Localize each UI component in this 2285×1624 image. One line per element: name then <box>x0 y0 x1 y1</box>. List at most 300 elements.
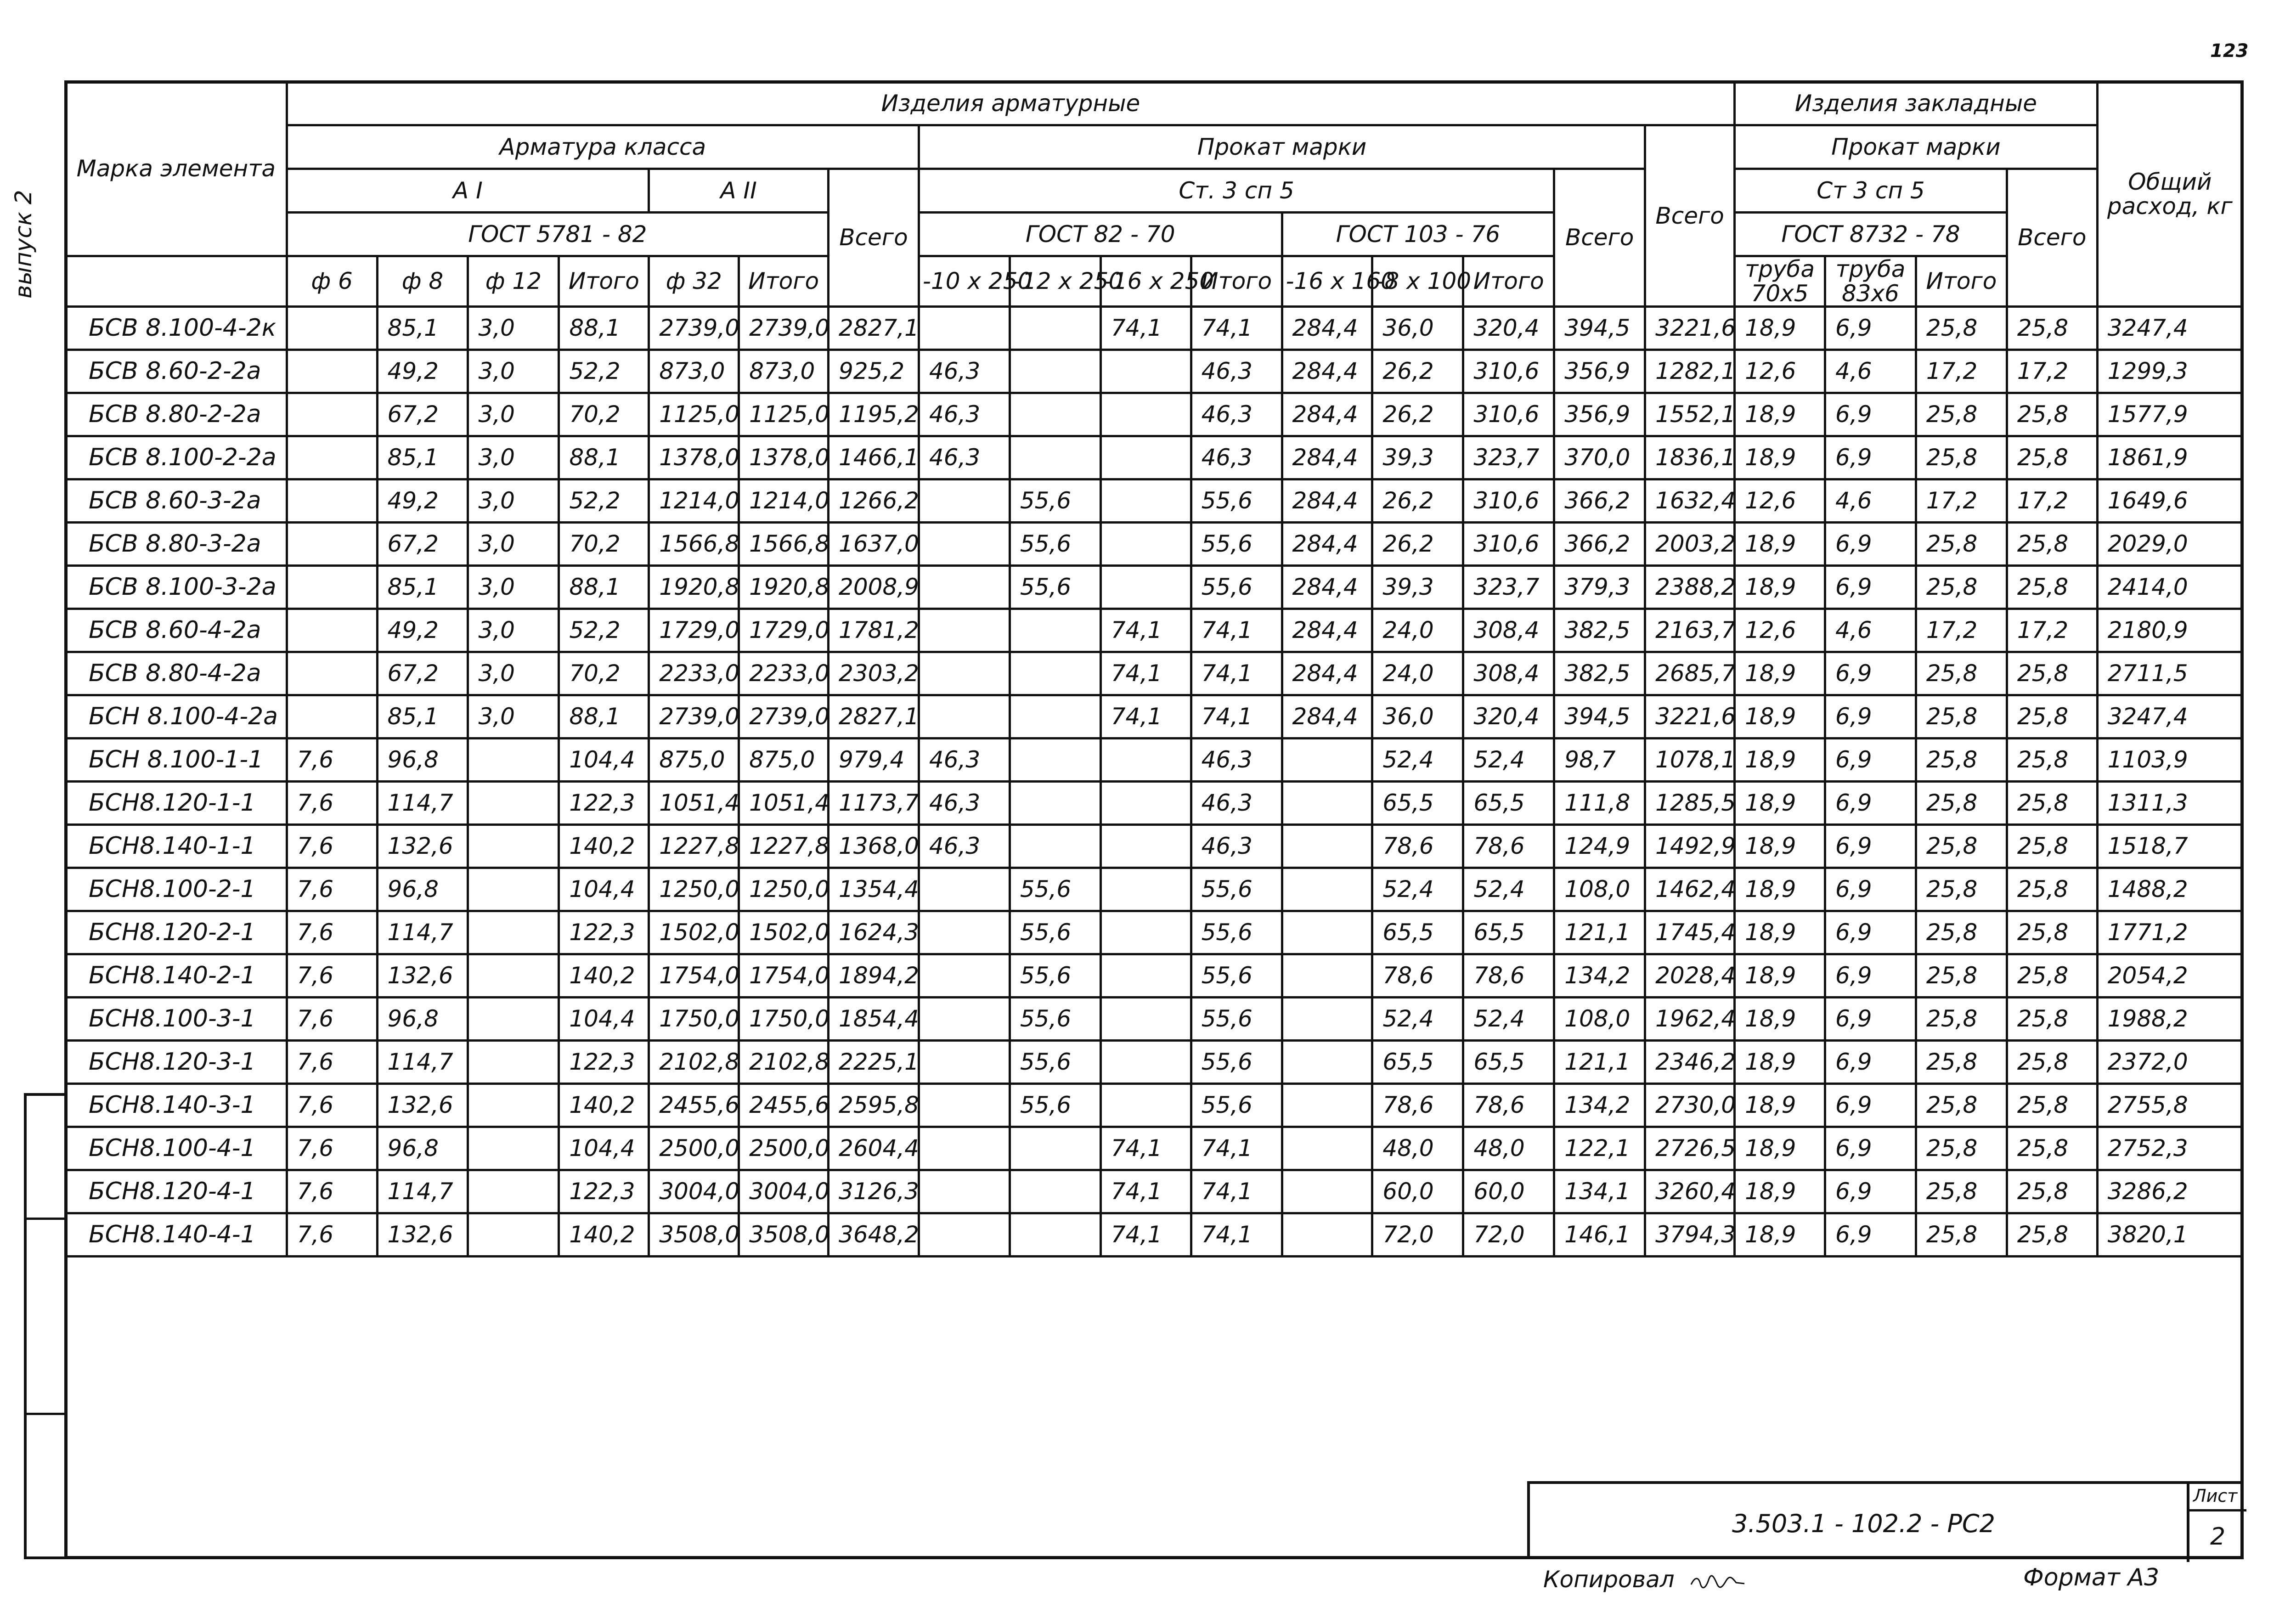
value-cell: 140,2 <box>559 1213 649 1257</box>
value-cell: 1466,1 <box>829 436 919 479</box>
value-cell: 7,6 <box>287 739 377 782</box>
table-body <box>66 307 2243 1257</box>
value-cell: 55,6 <box>1010 911 1100 954</box>
value-cell: 1988,2 <box>2097 998 2242 1041</box>
value-cell <box>919 479 1010 523</box>
value-cell: 2233,0 <box>649 652 739 695</box>
element-mark-cell: БСВ 8.100-4-2к <box>66 307 287 350</box>
value-cell: 114,7 <box>377 782 468 825</box>
value-cell: 65,5 <box>1463 1041 1554 1084</box>
value-cell: 1488,2 <box>2097 868 2242 911</box>
value-cell: 1754,0 <box>649 954 739 998</box>
value-cell: 284,4 <box>1282 307 1372 350</box>
value-cell <box>1282 1170 1372 1213</box>
value-cell: 25,8 <box>1916 739 2007 782</box>
header-steel: Ст. 3 сп 5 <box>919 169 1554 213</box>
value-cell: 6,9 <box>1825 695 1916 739</box>
value-cell: 26,2 <box>1372 393 1463 436</box>
value-cell: 25,8 <box>2007 1127 2097 1170</box>
col-pipe1: труба 70х5 <box>1735 256 1825 307</box>
value-cell: 6,9 <box>1825 868 1916 911</box>
value-cell: 1311,3 <box>2097 782 2242 825</box>
table-row <box>66 523 2243 566</box>
value-cell: 124,9 <box>1554 825 1645 868</box>
value-cell: 3,0 <box>468 436 559 479</box>
value-cell: 25,8 <box>1916 1041 2007 1084</box>
table-row <box>66 1127 2243 1170</box>
table-row <box>66 479 2243 523</box>
col-itogo4: Итого <box>1463 256 1554 307</box>
value-cell: 111,8 <box>1554 782 1645 825</box>
value-cell: 3508,0 <box>649 1213 739 1257</box>
value-cell: 310,6 <box>1463 393 1554 436</box>
value-cell: 65,5 <box>1463 911 1554 954</box>
value-cell <box>1010 825 1100 868</box>
value-cell: 1566,8 <box>739 523 829 566</box>
value-cell: 12,6 <box>1735 479 1825 523</box>
value-cell <box>1010 307 1100 350</box>
value-cell: 36,0 <box>1372 695 1463 739</box>
value-cell <box>1010 1127 1100 1170</box>
element-mark-cell: БСВ 8.80-4-2а <box>66 652 287 695</box>
value-cell: 74,1 <box>1191 609 1282 652</box>
value-cell <box>287 609 377 652</box>
element-mark-cell: БСН 8.100-1-1 <box>66 739 287 782</box>
value-cell: 67,2 <box>377 393 468 436</box>
value-cell: 121,1 <box>1554 1041 1645 1084</box>
value-cell: 1894,2 <box>829 954 919 998</box>
value-cell: 132,6 <box>377 954 468 998</box>
value-cell: 1051,4 <box>739 782 829 825</box>
value-cell <box>1100 911 1191 954</box>
value-cell: 3,0 <box>468 523 559 566</box>
table-row <box>66 695 2243 739</box>
value-cell <box>1100 566 1191 609</box>
header-mark-element: Марка элемента <box>66 82 287 256</box>
value-cell <box>468 1041 559 1084</box>
value-cell: 2711,5 <box>2097 652 2242 695</box>
value-cell: 55,6 <box>1191 523 1282 566</box>
table-row <box>66 1084 2243 1127</box>
header-total-reinf: Всего <box>1645 125 1735 307</box>
element-mark-cell: БСН8.120-2-1 <box>66 911 287 954</box>
value-cell: 379,3 <box>1554 566 1645 609</box>
value-cell: 7,6 <box>287 782 377 825</box>
value-cell: 17,2 <box>2007 609 2097 652</box>
value-cell: 25,8 <box>2007 825 2097 868</box>
value-cell: 3247,4 <box>2097 695 2242 739</box>
value-cell <box>1010 350 1100 393</box>
value-cell: 55,6 <box>1010 1084 1100 1127</box>
table-row <box>66 954 2243 998</box>
value-cell: 1754,0 <box>739 954 829 998</box>
table-row <box>66 911 2243 954</box>
value-cell: 1836,1 <box>1645 436 1735 479</box>
value-cell: 2303,2 <box>829 652 919 695</box>
value-cell: 46,3 <box>919 436 1010 479</box>
value-cell: 18,9 <box>1735 523 1825 566</box>
value-cell: 70,2 <box>559 393 649 436</box>
value-cell: 7,6 <box>287 1084 377 1127</box>
value-cell: 6,9 <box>1825 825 1916 868</box>
value-cell: 18,9 <box>1735 782 1825 825</box>
value-cell: 25,8 <box>2007 695 2097 739</box>
value-cell <box>468 954 559 998</box>
value-cell: 78,6 <box>1463 825 1554 868</box>
table-row <box>66 652 2243 695</box>
value-cell: 7,6 <box>287 868 377 911</box>
value-cell: 55,6 <box>1010 479 1100 523</box>
value-cell <box>919 652 1010 695</box>
footer-format: Формат А3 <box>2023 1564 2160 1591</box>
value-cell: 2414,0 <box>2097 566 2242 609</box>
value-cell: 2752,3 <box>2097 1127 2242 1170</box>
value-cell: 78,6 <box>1372 825 1463 868</box>
header-gost-103: ГОСТ 103 - 76 <box>1282 213 1554 256</box>
value-cell: 2827,1 <box>829 307 919 350</box>
value-cell: 1750,0 <box>739 998 829 1041</box>
value-cell: 18,9 <box>1735 954 1825 998</box>
value-cell: 3126,3 <box>829 1170 919 1213</box>
value-cell: 1962,4 <box>1645 998 1735 1041</box>
value-cell: 85,1 <box>377 566 468 609</box>
value-cell: 284,4 <box>1282 393 1372 436</box>
element-mark-cell: БСН8.140-2-1 <box>66 954 287 998</box>
table-row <box>66 307 2243 350</box>
copied-label: Копировал <box>1543 1566 1675 1593</box>
value-cell <box>1100 1041 1191 1084</box>
value-cell: 25,8 <box>1916 1170 2007 1213</box>
value-cell <box>919 1213 1010 1257</box>
value-cell: 104,4 <box>559 868 649 911</box>
value-cell: 52,4 <box>1372 868 1463 911</box>
value-cell: 2739,0 <box>649 307 739 350</box>
value-cell: 2163,7 <box>1645 609 1735 652</box>
value-cell: 7,6 <box>287 911 377 954</box>
table-row <box>66 825 2243 868</box>
value-cell: 6,9 <box>1825 436 1916 479</box>
value-cell: 74,1 <box>1100 695 1191 739</box>
value-cell: 78,6 <box>1372 1084 1463 1127</box>
value-cell: 18,9 <box>1735 1213 1825 1257</box>
value-cell: 85,1 <box>377 436 468 479</box>
value-cell <box>919 695 1010 739</box>
value-cell: 46,3 <box>919 350 1010 393</box>
value-cell: 85,1 <box>377 695 468 739</box>
value-cell: 88,1 <box>559 436 649 479</box>
header-class-a1: А I <box>287 169 649 213</box>
value-cell: 1552,1 <box>1645 393 1735 436</box>
col-itogo1: Итого <box>559 256 649 307</box>
value-cell <box>919 307 1010 350</box>
value-cell <box>919 1041 1010 1084</box>
element-mark-cell: БСВ 8.100-2-2а <box>66 436 287 479</box>
value-cell <box>1100 739 1191 782</box>
value-cell: 46,3 <box>1191 393 1282 436</box>
value-cell <box>1282 998 1372 1041</box>
value-cell: 18,9 <box>1735 825 1825 868</box>
value-cell: 2739,0 <box>739 695 829 739</box>
value-cell <box>468 868 559 911</box>
value-cell: 25,8 <box>1916 436 2007 479</box>
value-cell: 55,6 <box>1010 954 1100 998</box>
value-cell: 72,0 <box>1463 1213 1554 1257</box>
title-block <box>1527 1481 2244 1559</box>
table-row <box>66 350 2243 393</box>
value-cell: 25,8 <box>1916 393 2007 436</box>
value-cell: 114,7 <box>377 1041 468 1084</box>
value-cell: 6,9 <box>1825 307 1916 350</box>
value-cell: 55,6 <box>1191 479 1282 523</box>
header-gost-5781: ГОСТ 5781 - 82 <box>287 213 828 256</box>
value-cell: 74,1 <box>1100 1127 1191 1170</box>
value-cell: 2102,8 <box>649 1041 739 1084</box>
value-cell: 74,1 <box>1100 1170 1191 1213</box>
element-mark-cell: БСН8.120-3-1 <box>66 1041 287 1084</box>
value-cell: 74,1 <box>1191 1213 1282 1257</box>
value-cell: 70,2 <box>559 523 649 566</box>
value-cell: 2455,6 <box>739 1084 829 1127</box>
value-cell: 6,9 <box>1825 1084 1916 1127</box>
value-cell: 60,0 <box>1372 1170 1463 1213</box>
value-cell: 88,1 <box>559 695 649 739</box>
sheet-number: 2 <box>2210 1523 2226 1551</box>
value-cell: 65,5 <box>1372 1041 1463 1084</box>
value-cell: 121,1 <box>1554 911 1645 954</box>
document-code: 3.503.1 - 102.2 - РС2 <box>1732 1509 1995 1538</box>
value-cell: 140,2 <box>559 825 649 868</box>
value-cell: 3004,0 <box>739 1170 829 1213</box>
value-cell: 1354,4 <box>829 868 919 911</box>
sheet-box <box>2187 1484 2246 1562</box>
value-cell <box>1100 1084 1191 1127</box>
value-cell: 1266,2 <box>829 479 919 523</box>
value-cell: 366,2 <box>1554 479 1645 523</box>
value-cell <box>919 1084 1010 1127</box>
value-cell: 96,8 <box>377 739 468 782</box>
value-cell: 25,8 <box>1916 523 2007 566</box>
value-cell: 1462,4 <box>1645 868 1735 911</box>
value-cell: 2604,4 <box>829 1127 919 1170</box>
value-cell: 18,9 <box>1735 1170 1825 1213</box>
value-cell: 46,3 <box>1191 350 1282 393</box>
value-cell: 134,2 <box>1554 1084 1645 1127</box>
value-cell: 6,9 <box>1825 739 1916 782</box>
col-itogo2: Итого <box>739 256 829 307</box>
value-cell: 394,5 <box>1554 307 1645 350</box>
value-cell: 284,4 <box>1282 609 1372 652</box>
value-cell: 2739,0 <box>649 695 739 739</box>
col-16x250: -16 х 250 <box>1100 256 1191 307</box>
value-cell: 1492,9 <box>1645 825 1735 868</box>
value-cell: 122,3 <box>559 911 649 954</box>
value-cell <box>1010 695 1100 739</box>
value-cell: 1624,3 <box>829 911 919 954</box>
value-cell: 1566,8 <box>649 523 739 566</box>
value-cell: 52,2 <box>559 479 649 523</box>
value-cell: 2346,2 <box>1645 1041 1735 1084</box>
value-cell: 1103,9 <box>2097 739 2242 782</box>
value-cell <box>1282 1213 1372 1257</box>
value-cell: 6,9 <box>1825 1170 1916 1213</box>
header-gost-82: ГОСТ 82 - 70 <box>919 213 1282 256</box>
value-cell: 310,6 <box>1463 523 1554 566</box>
value-cell: 4,6 <box>1825 350 1916 393</box>
value-cell: 88,1 <box>559 566 649 609</box>
value-cell: 25,8 <box>1916 566 2007 609</box>
value-cell: 108,0 <box>1554 868 1645 911</box>
value-cell <box>287 307 377 350</box>
value-cell: 49,2 <box>377 479 468 523</box>
value-cell: 3,0 <box>468 566 559 609</box>
value-cell: 323,7 <box>1463 566 1554 609</box>
value-cell: 3,0 <box>468 652 559 695</box>
value-cell <box>468 1084 559 1127</box>
value-cell: 17,2 <box>2007 350 2097 393</box>
value-cell: 46,3 <box>919 825 1010 868</box>
value-cell: 3,0 <box>468 695 559 739</box>
value-cell: 925,2 <box>829 350 919 393</box>
value-cell: 1920,8 <box>739 566 829 609</box>
header-total-rolled: Всего <box>1554 169 1645 307</box>
value-cell: 55,6 <box>1010 998 1100 1041</box>
value-cell: 308,4 <box>1463 609 1554 652</box>
value-cell: 52,2 <box>559 609 649 652</box>
header-reinf-products: Изделия арматурные <box>287 82 1734 125</box>
value-cell <box>468 1127 559 1170</box>
value-cell <box>1010 393 1100 436</box>
value-cell: 1173,7 <box>829 782 919 825</box>
value-cell: 1125,0 <box>649 393 739 436</box>
value-cell: 3,0 <box>468 609 559 652</box>
specification-table <box>64 80 2244 1257</box>
value-cell: 6,9 <box>1825 998 1916 1041</box>
value-cell: 6,9 <box>1825 782 1916 825</box>
value-cell: 18,9 <box>1735 739 1825 782</box>
value-cell: 96,8 <box>377 868 468 911</box>
col-8x100: -8 х 100 <box>1372 256 1463 307</box>
value-cell: 55,6 <box>1191 954 1282 998</box>
value-cell <box>1010 436 1100 479</box>
value-cell: 49,2 <box>377 350 468 393</box>
value-cell: 114,7 <box>377 911 468 954</box>
value-cell: 70,2 <box>559 652 649 695</box>
value-cell: 25,8 <box>2007 868 2097 911</box>
value-cell: 55,6 <box>1010 868 1100 911</box>
value-cell <box>919 609 1010 652</box>
value-cell: 310,6 <box>1463 350 1554 393</box>
value-cell: 18,9 <box>1735 566 1825 609</box>
value-cell: 18,9 <box>1735 1041 1825 1084</box>
element-mark-cell: БСВ 8.60-4-2а <box>66 609 287 652</box>
value-cell: 1745,4 <box>1645 911 1735 954</box>
value-cell: 1771,2 <box>2097 911 2242 954</box>
value-cell: 104,4 <box>559 998 649 1041</box>
table-row <box>66 436 2243 479</box>
value-cell: 3,0 <box>468 307 559 350</box>
value-cell: 7,6 <box>287 1127 377 1170</box>
value-cell: 25,8 <box>2007 1170 2097 1213</box>
col-itogo5: Итого <box>1916 256 2007 307</box>
value-cell: 3508,0 <box>739 1213 829 1257</box>
value-cell: 49,2 <box>377 609 468 652</box>
value-cell: 284,4 <box>1282 566 1372 609</box>
value-cell <box>468 911 559 954</box>
value-cell <box>1010 1213 1100 1257</box>
value-cell <box>919 868 1010 911</box>
value-cell <box>919 1170 1010 1213</box>
value-cell: 122,1 <box>1554 1127 1645 1170</box>
footer-copied <box>1543 1566 1745 1593</box>
value-cell <box>1100 436 1191 479</box>
value-cell: 65,5 <box>1463 782 1554 825</box>
value-cell: 55,6 <box>1010 1041 1100 1084</box>
value-cell: 320,4 <box>1463 307 1554 350</box>
col-itogo3: Итого <box>1191 256 1282 307</box>
value-cell: 46,3 <box>1191 825 1282 868</box>
value-cell: 2029,0 <box>2097 523 2242 566</box>
value-cell: 7,6 <box>287 825 377 868</box>
value-cell: 2455,6 <box>649 1084 739 1127</box>
value-cell: 25,8 <box>2007 1041 2097 1084</box>
value-cell <box>1100 523 1191 566</box>
value-cell: 74,1 <box>1100 652 1191 695</box>
value-cell: 122,3 <box>559 782 649 825</box>
value-cell: 1299,3 <box>2097 350 2242 393</box>
table-row <box>66 566 2243 609</box>
value-cell: 52,4 <box>1463 868 1554 911</box>
value-cell: 25,8 <box>2007 523 2097 566</box>
value-cell <box>287 523 377 566</box>
value-cell: 370,0 <box>1554 436 1645 479</box>
value-cell: 25,8 <box>1916 868 2007 911</box>
value-cell: 1227,8 <box>739 825 829 868</box>
value-cell: 26,2 <box>1372 350 1463 393</box>
value-cell <box>1010 782 1100 825</box>
value-cell: 2827,1 <box>829 695 919 739</box>
value-cell: 1378,0 <box>649 436 739 479</box>
value-cell: 3004,0 <box>649 1170 739 1213</box>
value-cell <box>1100 479 1191 523</box>
value-cell <box>919 911 1010 954</box>
header-mark-spacer <box>66 256 287 307</box>
value-cell: 74,1 <box>1191 1127 1282 1170</box>
value-cell: 2003,2 <box>1645 523 1735 566</box>
value-cell: 3820,1 <box>2097 1213 2242 1257</box>
value-cell: 1214,0 <box>649 479 739 523</box>
value-cell: 46,3 <box>1191 436 1282 479</box>
value-cell: 25,8 <box>1916 1127 2007 1170</box>
value-cell: 284,4 <box>1282 695 1372 739</box>
value-cell: 17,2 <box>1916 350 2007 393</box>
value-cell: 3,0 <box>468 479 559 523</box>
col-d8: ф 8 <box>377 256 468 307</box>
value-cell: 25,8 <box>2007 566 2097 609</box>
value-cell <box>1100 998 1191 1041</box>
value-cell <box>1100 350 1191 393</box>
value-cell: 25,8 <box>1916 1084 2007 1127</box>
table-row <box>66 1170 2243 1213</box>
value-cell: 132,6 <box>377 825 468 868</box>
value-cell: 6,9 <box>1825 566 1916 609</box>
value-cell: 18,9 <box>1735 307 1825 350</box>
value-cell: 366,2 <box>1554 523 1645 566</box>
value-cell: 1250,0 <box>739 868 829 911</box>
value-cell: 1285,5 <box>1645 782 1735 825</box>
value-cell: 25,8 <box>1916 695 2007 739</box>
value-cell: 1632,4 <box>1645 479 1735 523</box>
value-cell: 2225,1 <box>829 1041 919 1084</box>
